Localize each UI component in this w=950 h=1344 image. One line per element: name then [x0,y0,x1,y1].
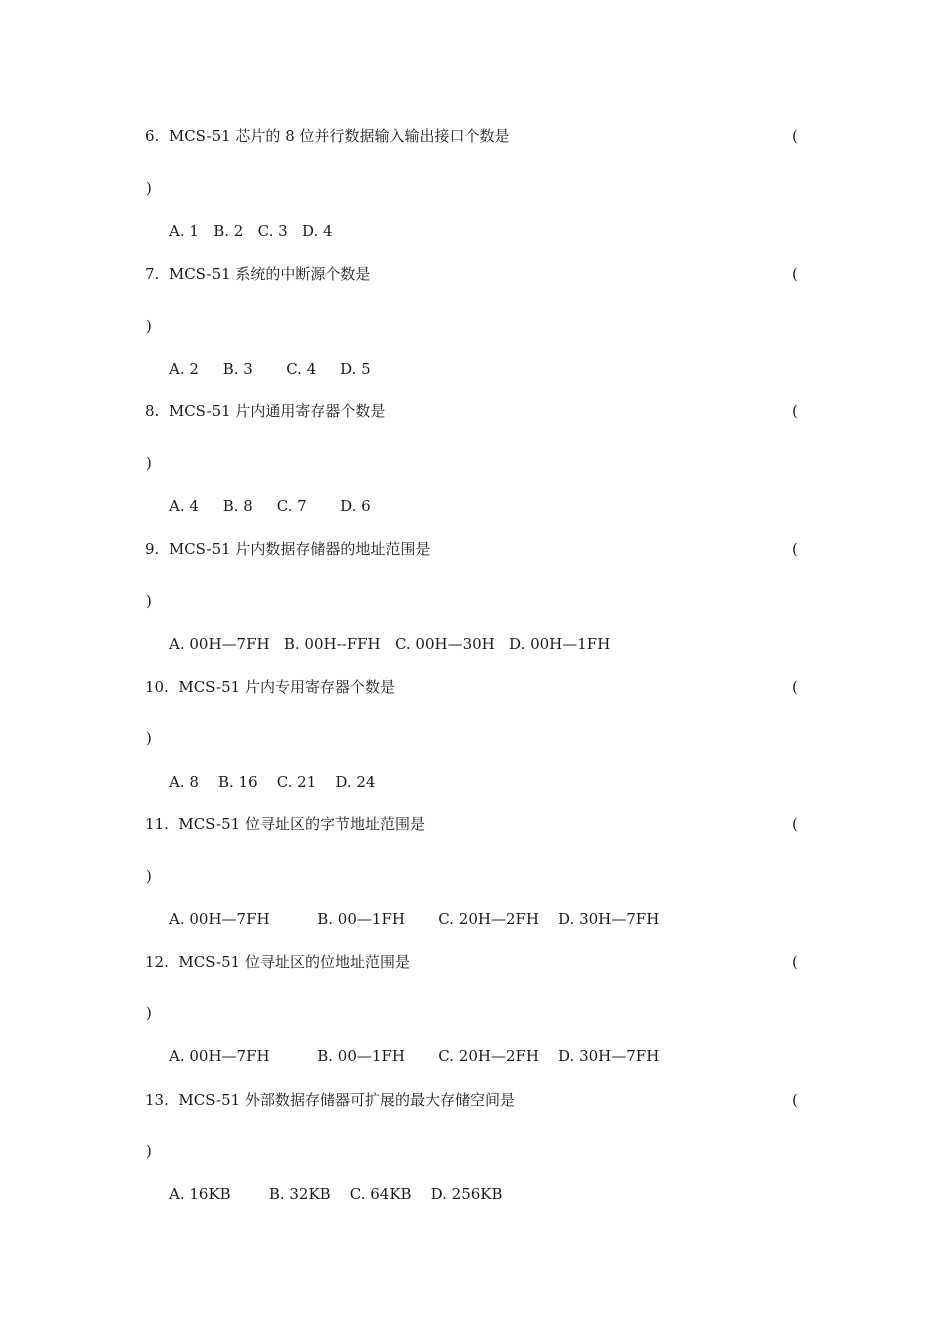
question-13-options: A. 16KB B. 32KB C. 64KB D. 256KB [169,1185,503,1203]
question-8-answer-paren-close: ) [146,454,152,472]
question-10-answer-paren-close: ) [146,729,152,747]
question-6-answer-paren-close: ) [146,179,152,197]
question-6-text: 6. MCS-51 芯片的 8 位并行数据输入输出接口个数是 [145,127,510,145]
question-9-options: A. 00H—7FH B. 00H--FFH C. 00H—30H D. 00H—1FH [169,635,611,653]
question-11-answer-paren-open: ( [792,815,798,833]
question-11-answer-paren-close: ) [146,867,152,885]
question-6-answer-paren-open: ( [792,127,798,145]
question-9-answer-paren-open: ( [792,540,798,558]
question-10-answer-paren-open: ( [792,678,798,696]
question-13-text: 13. MCS-51 外部数据存储器可扩展的最大存储空间是 [145,1091,515,1109]
question-9-text: 9. MCS-51 片内数据存储器的地址范围是 [145,540,431,558]
question-8-text: 8. MCS-51 片内通用寄存器个数是 [145,402,386,420]
question-8-answer-paren-open: ( [792,402,798,420]
question-7-answer-paren-close: ) [146,317,152,335]
question-11-text: 11. MCS-51 位寻址区的字节地址范围是 [145,815,425,833]
question-12-answer-paren-open: ( [792,953,798,971]
question-9-answer-paren-close: ) [146,592,152,610]
question-10-options: A. 8 B. 16 C. 21 D. 24 [169,773,376,791]
question-7-answer-paren-open: ( [792,265,798,283]
question-12-options: A. 00H—7FH B. 00—1FH C. 20H—2FH D. 30H—7FH [169,1047,660,1065]
question-11-options: A. 00H—7FH B. 00—1FH C. 20H—2FH D. 30H—7FH [169,910,660,928]
question-12-answer-paren-close: ) [146,1004,152,1022]
question-7-text: 7. MCS-51 系统的中断源个数是 [145,265,371,283]
question-13-answer-paren-open: ( [792,1091,798,1109]
question-6-options: A. 1 B. 2 C. 3 D. 4 [169,222,333,240]
question-13-answer-paren-close: ) [146,1142,152,1160]
question-7-options: A. 2 B. 3 C. 4 D. 5 [169,360,371,378]
question-8-options: A. 4 B. 8 C. 7 D. 6 [169,497,371,515]
question-12-text: 12. MCS-51 位寻址区的位地址范围是 [145,953,410,971]
question-10-text: 10. MCS-51 片内专用寄存器个数是 [145,678,395,696]
